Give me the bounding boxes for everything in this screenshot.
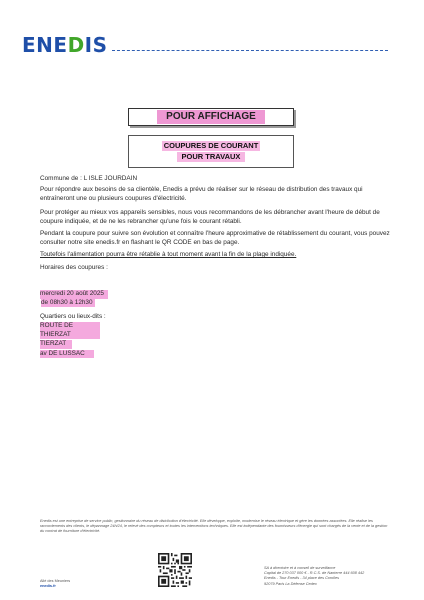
schedule-date: mercredi 20 août 2025 — [40, 290, 108, 299]
logo-divider — [112, 50, 388, 51]
schedule-time: de 08h30 à 12h30 — [41, 299, 95, 308]
place-item: TIERZAT — [40, 340, 72, 349]
paragraph-advice: Pour protéger au mieux vos appareils sensibles, nous vous recommandons de les débrancher avant l'heure de début de coupure indiquée, et de ne les rebrancher qu'une fois le courant rétabli. — [40, 209, 380, 225]
legal-line: SA à directoire et à conseil de surveillance — [264, 566, 336, 570]
display-title: POUR AFFICHAGE — [157, 110, 265, 124]
place-item: ROUTE DE THIERZAT — [40, 322, 100, 339]
heading-box — [128, 135, 294, 168]
display-title-box — [128, 108, 294, 126]
footer-about: Enedis est une entreprise de service public, gestionnaire du réseau de distribution d'électricité. Elle développe, exploite, modernise le réseau électrique et gère les données associées. Elle réalise les raccordements des clients, le dépannage 24h/24, le relevé des compteurs et toutes les interventions techniques. Elle est indépendante des fournisseurs d'énergie qui sont chargés de la vente et de la gestion du contrat de fourniture d'électricité. — [40, 519, 388, 534]
address-line: Allé des Meuniers — [40, 579, 71, 583]
logo-text-mid: D — [67, 33, 85, 57]
logo-text-post: IS — [84, 33, 108, 57]
warning-line: Toutefois l'alimentation pourra être rétablie à tout moment avant la fin de la plage indiquée. — [40, 251, 297, 258]
place-item: av DE LUSSAC — [40, 350, 94, 359]
heading-line-2: POUR TRAVAUX — [177, 152, 245, 162]
logo-text-pre: ENE — [22, 33, 68, 57]
qr-code[interactable] — [158, 553, 192, 587]
footer-address — [40, 579, 70, 590]
legal-line: 92079 Paris La Défense Cedex — [264, 581, 317, 586]
legal-line: Enedis - Tour Enedis - 34 place des Corolles — [264, 576, 339, 581]
places-label: Quartiers ou lieux-dits : — [40, 313, 106, 320]
enedis-logo — [22, 33, 108, 57]
website-link[interactable]: enedis.fr — [40, 584, 56, 589]
places-list — [40, 322, 100, 358]
paragraph-intro: Pour répondre aux besoins de sa clientèle, Enedis a prévu de réaliser sur le réseau de distribution des travaux qui entraîneront une ou plusieurs coupures d'électricité. — [40, 186, 363, 202]
paragraph-follow-up: Pendant la coupure pour suivre son évolution et connaître l'heure approximative de rétablissement du courant, vous pouvez consulter notre site enedis.fr en flashant le QR CODE en bas de page. — [40, 230, 390, 246]
hours-label: Horaires des coupures : — [40, 264, 108, 271]
footer-legal — [264, 566, 364, 587]
commune-line: Commune de : L ISLE JOURDAIN — [40, 175, 138, 182]
heading-line-1: COUPURES DE COURANT — [163, 141, 259, 150]
legal-line: Capital de 270 037 000 € - R.C.S. de Nanterre 444 608 442 — [264, 571, 365, 576]
schedule-block — [40, 290, 108, 307]
